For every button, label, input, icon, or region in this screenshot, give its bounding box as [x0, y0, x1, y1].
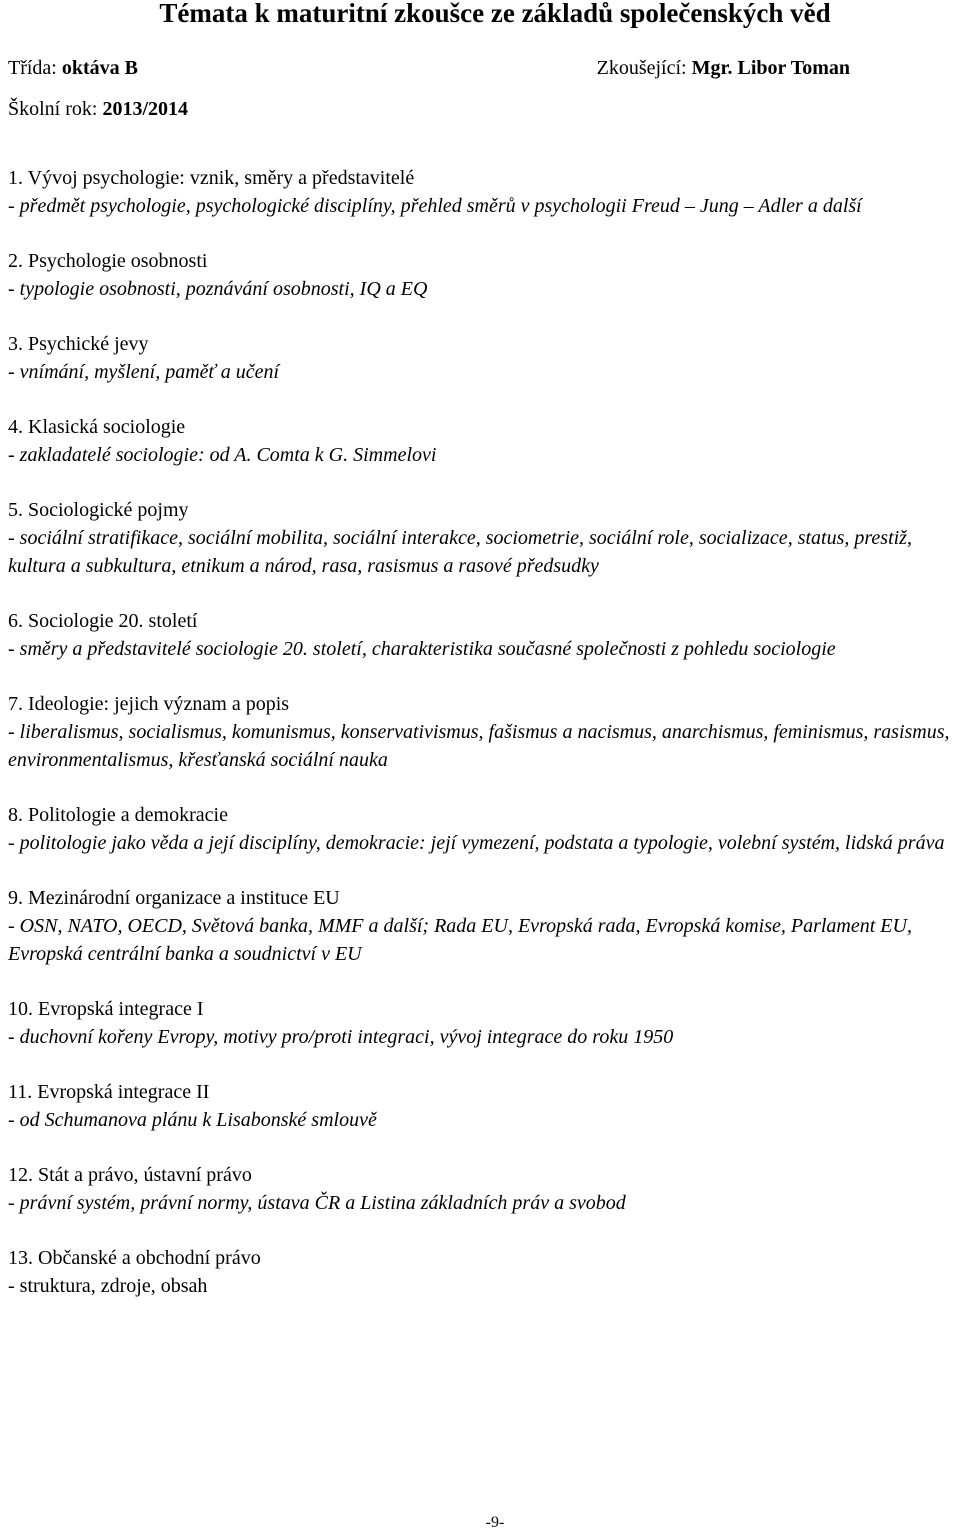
topic-heading: 1. Vývoj psychologie: vznik, směry a představitelé: [8, 167, 415, 189]
topic-heading: 8. Politologie a demokracie: [8, 804, 228, 826]
topic-heading: 9. Mezinárodní organizace a instituce EU: [8, 887, 340, 909]
topic-heading: 2. Psychologie osobnosti: [8, 250, 208, 272]
topic-item-2: [8, 247, 958, 303]
topic-description: - od Schumanova plánu k Lisabonské smlouvě: [8, 1109, 377, 1131]
topic-heading: 3. Psychické jevy: [8, 333, 149, 355]
topic-description: - předmět psychologie, psychologické disciplíny, přehled směrů v psychologii Freud – Jung – Adler a další: [8, 195, 862, 217]
class-line: [8, 54, 138, 82]
examiner-value: Mgr. Libor Toman: [691, 57, 850, 79]
topic-item-13: [8, 1244, 958, 1300]
topic-item-8: [8, 801, 958, 857]
topic-item-1: [8, 164, 958, 220]
school-year-label: Školní rok:: [8, 98, 103, 120]
topic-item-11: [8, 1078, 958, 1134]
topic-item-9: [8, 884, 958, 968]
topic-heading: 4. Klasická sociologie: [8, 416, 186, 438]
topic-description: - OSN, NATO, OECD, Světová banka, MMF a další; Rada EU, Evropská rada, Evropská komise, Parlament EU, Evropská centrální banka a soudnictví v EU: [8, 915, 912, 965]
topic-heading: 12. Stát a právo, ústavní právo: [8, 1164, 252, 1186]
school-year-line: [8, 95, 188, 123]
topic-description: - sociální stratifikace, sociální mobilita, sociální interakce, sociometrie, sociální role, socializace, status, prestiž, kultura a subkultura, etnikum a národ, rasa, rasismus a rasové předsudky: [8, 527, 912, 577]
topic-description: - politologie jako věda a její disciplíny, demokracie: její vymezení, podstata a typologie, volební systém, lidská práva: [8, 832, 945, 854]
topic-heading: 5. Sociologické pojmy: [8, 499, 189, 521]
topic-description: - duchovní kořeny Evropy, motivy pro/proti integraci, vývoj integrace do roku 1950: [8, 1026, 674, 1048]
school-year-value: 2013/2014: [102, 98, 189, 120]
topic-description: - právní systém, právní normy, ústava ČR a Listina základních práv a svobod: [8, 1192, 626, 1214]
examiner-label: Zkoušející:: [596, 57, 692, 79]
topic-heading: 11. Evropská integrace II: [8, 1081, 210, 1103]
topic-item-4: [8, 413, 958, 469]
topic-heading: 6. Sociologie 20. století: [8, 610, 198, 632]
topic-heading: 7. Ideologie: jejich význam a popis: [8, 693, 290, 715]
topic-heading: 10. Evropská integrace I: [8, 998, 204, 1020]
topic-description: - vnímání, myšlení, paměť a učení: [8, 361, 280, 383]
topic-item-3: [8, 330, 958, 386]
topic-description: - liberalismus, socialismus, komunismus, konservativismus, fašismus a nacismus, anarchismus, feminismus, rasismus, environmentalismus, křesťanská sociální nauka: [8, 721, 950, 771]
topic-item-12: [8, 1161, 958, 1217]
class-value: oktáva B: [61, 57, 138, 79]
document-title: Témata k maturitní zkoušce ze základů společenských věd: [159, 0, 831, 28]
topic-item-5: [8, 496, 958, 580]
examiner-line: [597, 54, 850, 82]
topic-item-7: [8, 690, 958, 774]
topic-description: - struktura, zdroje, obsah: [8, 1275, 208, 1297]
topic-heading: 13. Občanské a obchodní právo: [8, 1247, 261, 1269]
class-label: Třída:: [8, 57, 62, 79]
topic-item-10: [8, 995, 958, 1051]
topic-item-6: [8, 607, 958, 663]
topic-description: - směry a představitelé sociologie 20. století, charakteristika současné společnosti z pohledu sociologie: [8, 638, 836, 660]
topic-list: [8, 164, 958, 1327]
topic-description: - zakladatelé sociologie: od A. Comta k G. Simmelovi: [8, 444, 437, 466]
page-number: -9-: [485, 1514, 505, 1531]
topic-description: - typologie osobnosti, poznávání osobnosti, IQ a EQ: [8, 278, 428, 300]
